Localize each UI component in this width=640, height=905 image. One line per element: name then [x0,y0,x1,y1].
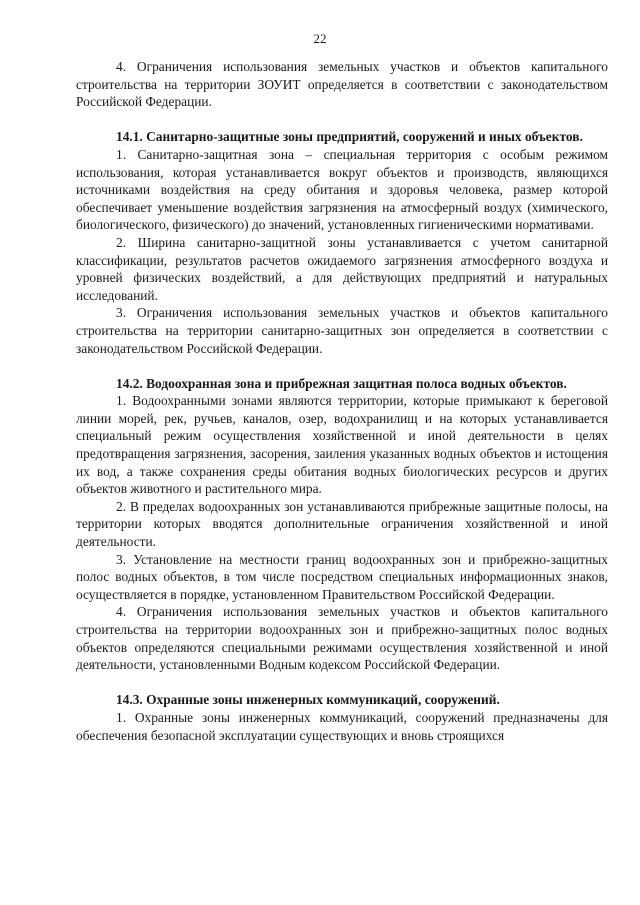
paragraph: 1. Санитарно-защитная зона – специальная территория с особым режимом использования, которая устанавливается вокруг объектов и производств, являющихся источниками воздействия на среду обитания и здоровья человека, размер которой обеспечивает уменьшение воздействия загрязнения на атмосферный воздух (химического, биологического, физического) до значений, установленных гигиеническими нормативами. [76,146,608,233]
paragraph: 3. Установление на местности границ водоохранных зон и прибрежно-защитных полос водных объектов, в том числе посредством специальных информационных знаков, осуществляется в порядке, установленном Правительством Российской Федерации. [76,551,608,602]
paragraph: 2. В пределах водоохранных зон устанавливаются прибрежные защитные полосы, на территории которых вводятся дополнительные ограничения хозяйственной и иной деятельности. [76,498,608,550]
paragraph: 1. Охранные зоны инженерных коммуникаций, сооружений предназначены для обеспечения безопасной эксплуатации существующих и вновь строящихся [76,709,608,743]
section-spacer [76,357,608,375]
paragraph: 1. Водоохранными зонами являются территории, которые примыкают к береговой линии морей, рек, ручьев, каналов, озер, водохранилищ и на которых устанавливается специальный режим осуществления хозяйственной и иной деятельности в целях предотвращения загрязнения, засорения, заиления указанных водных объектов и истощения их вод, а также сохранения среды обитания водных биологических ресурсов и других объектов животного и растительного мира. [76,393,608,497]
page-number: 22 [313,31,327,46]
paragraph: 4. Ограничения использования земельных участков и объектов капитального строительства на территории водоохранных зон и прибрежно-защитных полос водных объектов определяются специальными режимами осуществления хозяйственной и иной деятельности, установленными Водным кодексом Российской Федерации. [76,604,608,673]
paragraph: 2. Ширина санитарно-защитной зоны устанавливается с учетом санитарной классификации, результатов расчетов ожидаемого загрязнения атмосферного воздуха и уровней физических воздействий, а для действующих предприятий и натуральных исследований. [76,234,608,303]
section-sanitary-zones [76,128,608,357]
section-spacer [76,674,608,692]
section-heading: 14.2. Водоохранная зона и прибрежная защитная полоса водных объектов. [116,375,567,391]
paragraph: 3. Ограничения использования земельных участков и объектов капитального строительства на территории санитарно-защитных зон определяется в соответствии с законодательством Российской Федерации. [76,305,608,356]
page-body [76,58,608,744]
section-spacer [76,111,608,129]
section-engineering-zones [76,691,608,744]
section-heading: 14.3. Охранные зоны инженерных коммуникаций, сооружений. [116,692,500,708]
section-heading: 14.1. Санитарно-защитные зоны предприятий, сооружений и иных объектов. [116,129,583,145]
intro-paragraph: 4. Ограничения использования земельных участков и объектов капитального строительства на территории ЗОУИТ определяется в соответствии с законодательством Российской Федерации. [76,59,608,110]
section-water-protection-zones [76,375,608,674]
